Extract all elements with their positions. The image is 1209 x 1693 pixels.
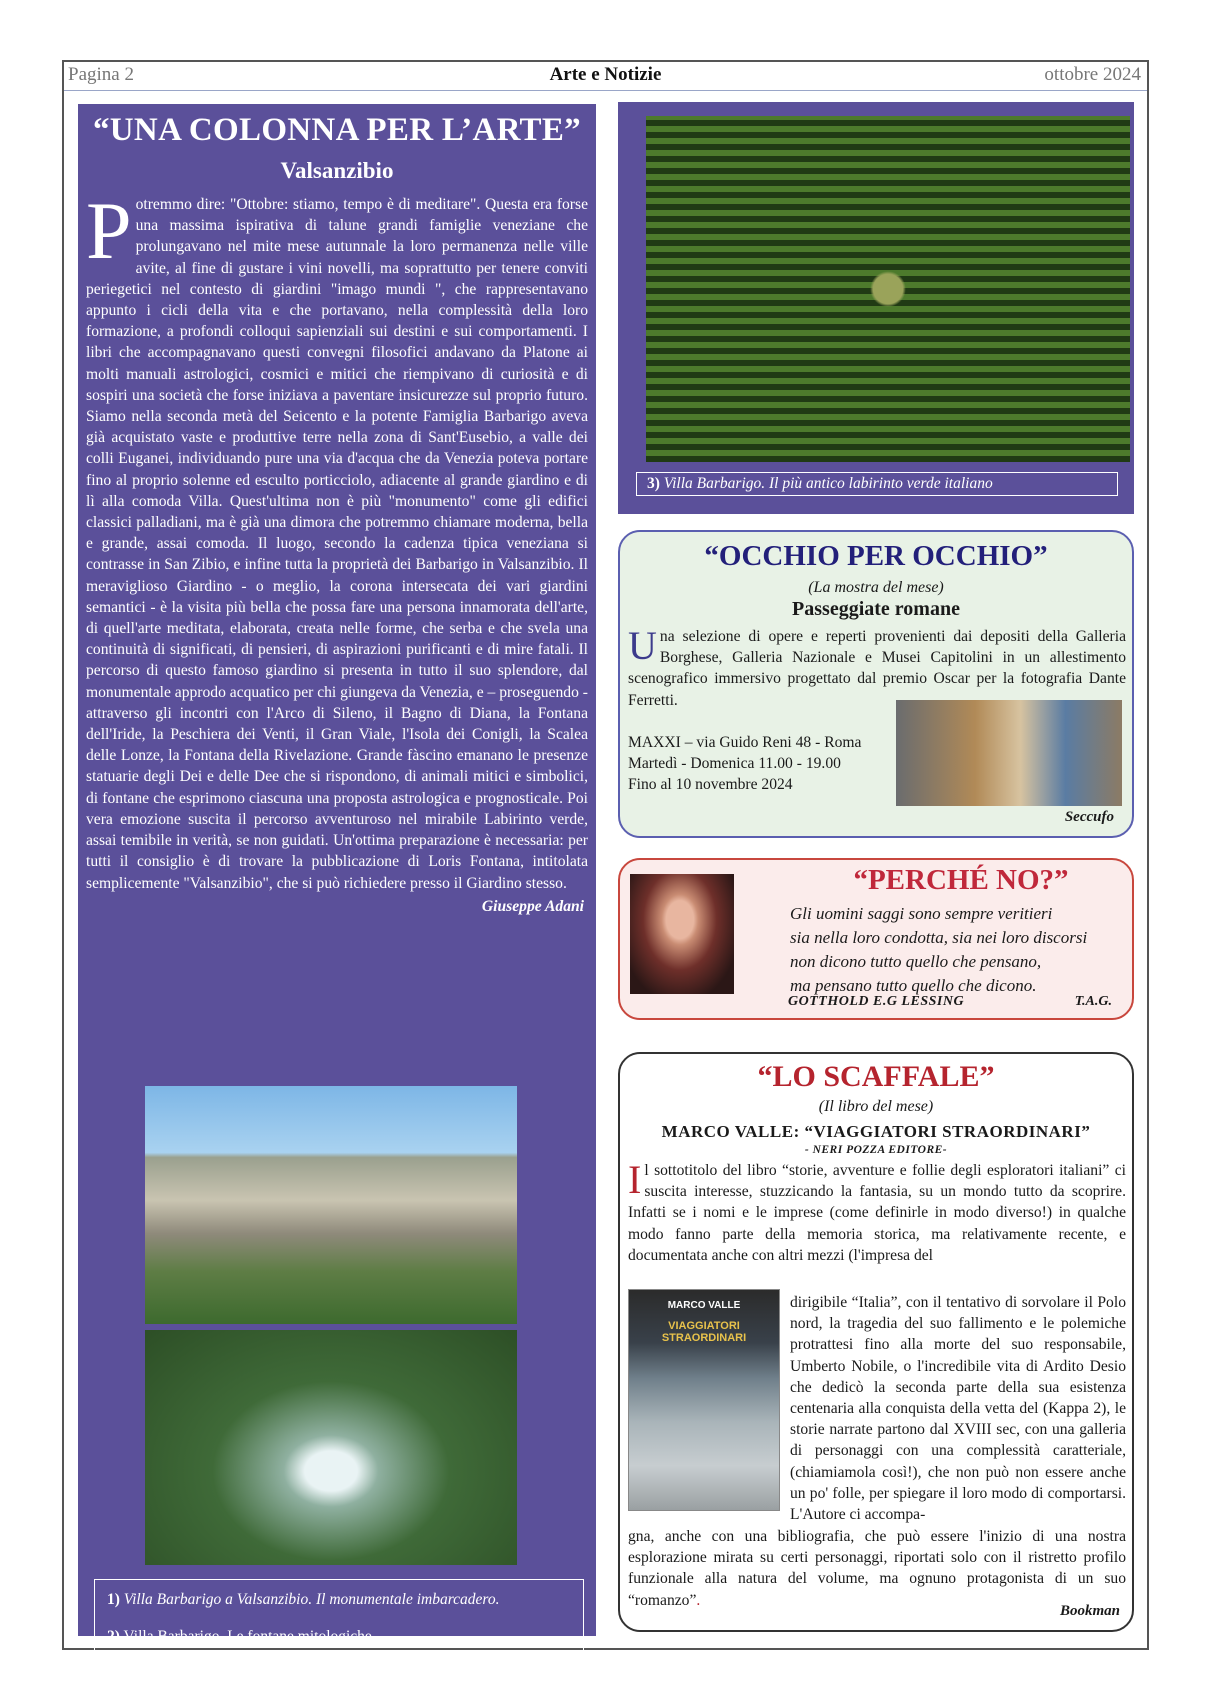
- review-signature: Bookman: [1059, 1603, 1120, 1619]
- caption-1: 1) Villa Barbarigo a Valsanzibio. Il monumentale imbarcadero.: [107, 1591, 500, 1608]
- fountains-photo: [145, 1330, 517, 1565]
- perche-title: “PERCHÉ NO?”: [853, 864, 1069, 896]
- left-captions: [94, 1579, 584, 1655]
- article-body: [86, 185, 588, 917]
- occhio-title: “OCCHIO PER OCCHIO”: [704, 540, 1048, 572]
- book-publisher: - NERI POZZA EDITORE-: [804, 1144, 948, 1156]
- newspaper-title: Arte e Notizie: [549, 64, 662, 85]
- lessing-portrait: [630, 874, 734, 994]
- maze-caption: 3) Villa Barbarigo. Il più antico labirinto verde italiano: [636, 472, 1118, 496]
- occhio-signature: Seccufo: [1064, 809, 1114, 825]
- page-number: Pagina 2: [68, 64, 134, 85]
- cover-author: MARCO VALLE: [667, 1300, 741, 1311]
- article-text: otremmo dire: "Ottobre: stiamo, tempo è di meditare". Questa era forse una massima ispirativa di talune grandi famiglie veneziane che prolungavano nel mite mese autunnale la loro permanenza nelle ville avite, al fine di gustare i vini novelli, ma soprattutto per tenere conviti periegetici nel contesto di giardini "imago mundi ", che rappresentavano appunto i cicli della vita e che portavano, nella complessità della loro formazione, a profondi colloqui sapienziali sui destini e sui comportamenti. I libri che accompagnavano questi convegni filosofici andavano da Platone ai molti manuali astrologici, cosmici e mitici che riempivano di curiosità e di sospiri una società che forse iniziava a paventare insicurezze sul proprio futuro. Siamo nella seconda metà del Seicento e la potente Famiglia Barbarigo aveva già acquistato vaste e produttive terre nella zona di Sant'Eusebio, a valle dei colli Euganei, individuando pure una via d'acqua che da Venezia poteva portare fino al proprio solenne ed esculto porticciolo, adiacente al grande giardino e di lì alla comoda Villa. Quest'ultima non è più "monumento" come gli edifici classici palladiani, ma è già una dimora che potremmo chiamare moderna, bella e grande, assai comoda. Il luogo, secondo la cadenza tipica veneziana si contrasse in San Zibio, e infine tutta la proprietà dei Barbarigo in Valsanzibio. Il meraviglioso Giardino - o meglio, la corona intersecata dei vari giardini semantici - è la visita più bella che possa fare una persona innamorata dell'arte, di quell'arte meditata, elaborata, creata nelle forme, che serba e che svela una continuità di significati, di pensieri, di aspirazioni purificanti e di mire fatali. Il percorso di questo famoso giardino si presenta in tutto il suo splendore, dal monumentale approdo acquatico per chi giungeva da Venezia, e – proseguendo - attraverso gli incontri con l'Arco di Sileno, il Bagno di Diana, la Fontana dell'Iride, la Peschiera dei Venti, il Gran Viale, l'Isola dei Conigli, la Scalea delle Lonze, la Fontana della Rivelazione. Grande fàscino emanano le presenze statuarie degli Dei e delle Dee che si rispondono, di animali mitici e simbolici, di fontane che esprimono ciascuna una proposta astrologica e prognosticale. Poi vera emozione suscita il percorso avventuroso nel mirabile Labirinto verde, assai temibile in verità, se non guidati. Un'ottima preparazione è necessaria: per tutti il consiglio è di trovare la pubblicazione di Loris Fontana, intitolata semplicemente "Valsanzibio", che si può richiedere presso il Giardino stesso.: [86, 196, 588, 892]
- caption-2: 2) Villa Barbarigo. Le fontane mitologiche: [107, 1628, 372, 1645]
- occhio-heading: Passeggiate romane: [792, 598, 960, 620]
- scaffale-subtitle: (Il libro del mese): [818, 1098, 934, 1115]
- book-cover: [628, 1289, 780, 1511]
- quote-signature: T.A.G.: [1074, 994, 1112, 1009]
- review-text-3: gna, anche con una bibliografia, che può essere l'inizio di una nostra esplorazione mirata su certi personaggi, riportati solo con il ristretto profilo funzionale alla natura del volume, ma ognuno protagonista di un suo “romanzo”.: [628, 1528, 1126, 1609]
- labyrinth-photo: [646, 116, 1130, 462]
- occhio-body: Una selezione di opere e reperti provenienti dai depositi della Galleria Borghese, Galleria Nazionale e Musei Capitolini in un allestimento scenografico immersivo progettato dal premio Oscar per la fotografia Dante Ferretti.: [628, 623, 1126, 709]
- article-title: “UNA COLONNA PER L’ARTE”: [93, 112, 581, 148]
- occhio-subtitle: (La mostra del mese): [808, 579, 944, 596]
- article-signature: Giuseppe Adani: [481, 897, 584, 915]
- villa-barbarigo-photo: [145, 1086, 517, 1324]
- exhibition-photo: [896, 700, 1122, 806]
- scaffale-title: “LO SCAFFALE”: [757, 1060, 995, 1093]
- quote-text: Gli uomini saggi sono sempre veritieri sia nella loro condotta, sia nei loro discorsi non dicono tutto quello che pensano, ma pensano tutto quello che dicono.: [790, 904, 1088, 995]
- review-text-1: Il sottotitolo del libro “storie, avventure e follie degli esploratori italiani” ci suscita interesse, stuzzicando la fantasia, su un mondo tutto da scoprire. Infatti se i nomi e le imprese (come definirle in modo diverso!) in qualche modo fanno parte della memoria storica, ma relativamente recente, e documentata anche con altri mezzi (l'impresa del: [628, 1157, 1126, 1264]
- article-dropcap: P: [86, 185, 132, 276]
- issue-date: ottobre 2024: [1044, 64, 1141, 85]
- article-subtitle: Valsanzibio: [280, 158, 394, 183]
- cover-title: VIAGGIATORI STRAORDINARI: [661, 1320, 747, 1344]
- occhio-info: MAXXI – via Guido Reni 48 - Roma Martedì - Domenica 11.00 - 19.00 Fino al 10 novembre 2024: [628, 734, 862, 794]
- page-header: [64, 62, 1147, 91]
- quote-author: GOTTHOLD E.G LESSING: [788, 994, 965, 1009]
- book-title: MARCO VALLE: “VIAGGIATORI STRAORDINARI”: [661, 1122, 1091, 1141]
- review-text-2: dirigibile “Italia”, con il tentativo di sorvolare il Polo nord, la tragedia del suo fallimento e le polemiche protrattesi fino alla morte del suo responsabile, Umberto Nobile, o l'incredibile vita di Ardito Desio che dedicò la seconda parte della sua esistenza centenaria alla conquista della vetta del (Kappa 2), le storie narrate partono dal XVIII sec, con una galleria di personaggi con una complessità caratteriale, (chiamiamola così!), che non può non essere anche un po' folle, per spiegare il loro modo di comportarsi. L'Autore ci accompa-: [790, 1294, 1126, 1524]
